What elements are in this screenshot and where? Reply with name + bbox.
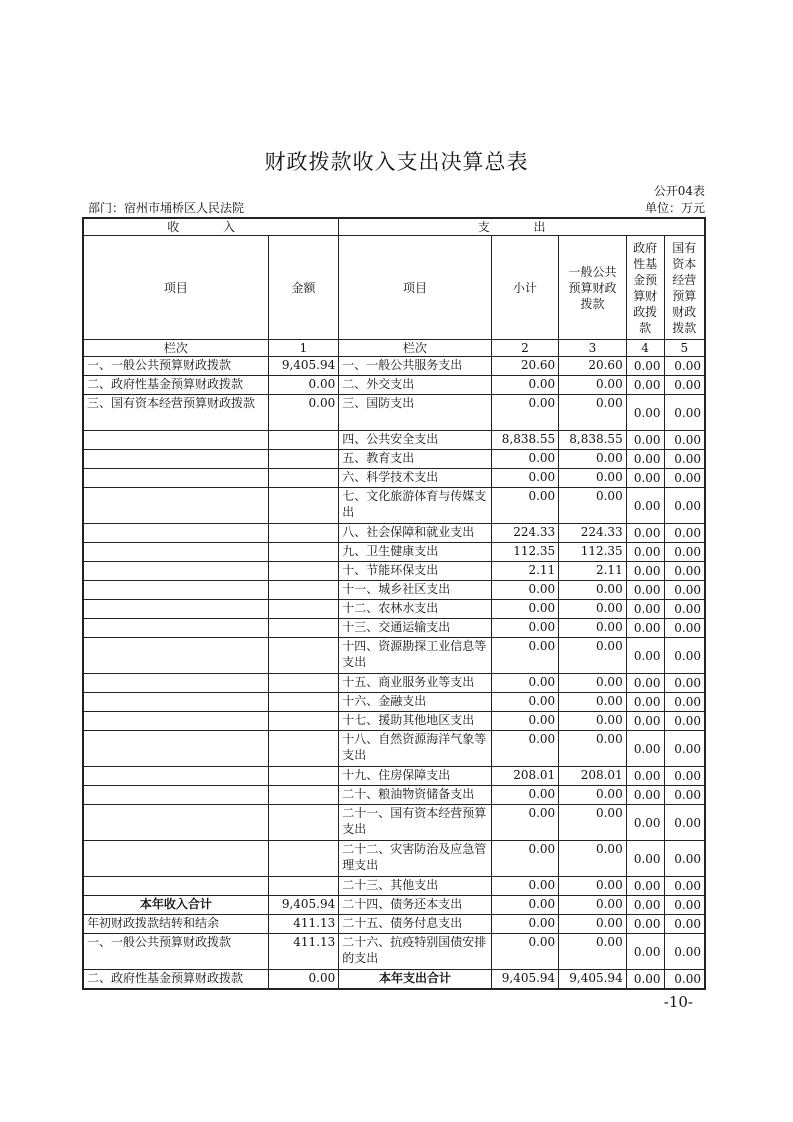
subtotal-cell: 0.00 (491, 674, 559, 693)
expense-item-cell: 九、卫生健康支出 (339, 543, 491, 562)
expense-item-cell: 五、教育支出 (339, 450, 491, 469)
expense-item-cell: 八、社会保障和就业支出 (339, 524, 491, 543)
expense-item-cell: 七、文化旅游体育与传媒支出 (339, 488, 491, 524)
general-budget-cell: 0.00 (559, 674, 627, 693)
subtotal-header: 小计 (491, 236, 559, 340)
subtotal-cell: 0.00 (491, 600, 559, 619)
gov-fund-cell: 0.00 (626, 805, 664, 841)
state-capital-cell: 0.00 (664, 970, 705, 989)
table-row (83, 915, 705, 934)
expense-item-cell: 二十一、国有资本经营预算支出 (339, 805, 491, 841)
subtotal-cell: 0.00 (491, 488, 559, 524)
table-row (83, 469, 705, 488)
income-amount-cell (268, 600, 339, 619)
subtotal-cell: 20.60 (491, 357, 559, 376)
page-title: 财政拨款收入支出决算总表 (264, 150, 529, 174)
subtotal-cell: 0.00 (491, 619, 559, 638)
state-capital-cell: 0.00 (664, 693, 705, 712)
table-row (83, 600, 705, 619)
income-amount-cell (268, 805, 339, 841)
income-amount-cell: 0.00 (268, 970, 339, 989)
income-amount-cell (268, 469, 339, 488)
income-amount-cell (268, 581, 339, 600)
income-item-cell (83, 638, 268, 674)
general-budget-cell: 0.00 (559, 786, 627, 805)
subtotal-cell: 112.35 (491, 543, 559, 562)
income-item-header: 项目 (83, 236, 268, 340)
gov-fund-cell: 0.00 (626, 619, 664, 638)
general-budget-cell: 0.00 (559, 731, 627, 767)
income-amount-cell (268, 619, 339, 638)
gov-fund-cell: 0.00 (626, 562, 664, 581)
income-amount-cell (268, 638, 339, 674)
income-amount-cell (268, 712, 339, 731)
state-capital-cell: 0.00 (664, 469, 705, 488)
table-row (83, 786, 705, 805)
general-budget-cell: 20.60 (559, 357, 627, 376)
state-capital-cell: 0.00 (664, 712, 705, 731)
table-row (83, 395, 705, 431)
subtotal-cell: 0.00 (491, 731, 559, 767)
income-amount-header: 金额 (268, 236, 339, 340)
expense-section-header: 支 出 (339, 218, 705, 236)
gov-fund-cell: 0.00 (626, 581, 664, 600)
expense-item-cell: 二十五、债务付息支出 (339, 915, 491, 934)
expense-item-cell: 十七、援助其他地区支出 (339, 712, 491, 731)
general-budget-cell: 0.00 (559, 395, 627, 431)
income-amount-cell: 0.00 (268, 376, 339, 395)
table-row (83, 524, 705, 543)
gov-fund-cell: 0.00 (626, 524, 664, 543)
expense-item-cell: 二十三、其他支出 (339, 877, 491, 896)
state-capital-cell: 0.00 (664, 357, 705, 376)
expense-item-cell: 一、一般公共服务支出 (339, 357, 491, 376)
state-capital-cell: 0.00 (664, 524, 705, 543)
gov-fund-cell: 0.00 (626, 731, 664, 767)
general-budget-cell: 8,838.55 (559, 431, 627, 450)
table-row (83, 767, 705, 786)
gov-fund-cell: 0.00 (626, 896, 664, 915)
income-item-cell (83, 600, 268, 619)
general-budget-cell: 0.00 (559, 376, 627, 395)
budget-table (82, 217, 706, 990)
income-item-cell (83, 469, 268, 488)
income-item-cell (83, 674, 268, 693)
income-item-cell (83, 767, 268, 786)
general-budget-cell: 0.00 (559, 450, 627, 469)
state-capital-cell: 0.00 (664, 581, 705, 600)
state-capital-cell: 0.00 (664, 376, 705, 395)
expense-item-cell: 二十二、灾害防治及应急管理支出 (339, 841, 491, 877)
income-amount-cell: 411.13 (268, 934, 339, 970)
subtotal-cell: 0.00 (491, 376, 559, 395)
expense-item-cell: 六、科学技术支出 (339, 469, 491, 488)
state-capital-cell: 0.00 (664, 805, 705, 841)
income-item-cell (83, 562, 268, 581)
income-amount-cell (268, 693, 339, 712)
department-label: 部门：宿州市埇桥区人民法院 (88, 201, 245, 215)
income-item-cell (83, 450, 268, 469)
income-amount-cell (268, 767, 339, 786)
subtotal-cell: 0.00 (491, 581, 559, 600)
table-row (83, 619, 705, 638)
gov-fund-cell: 0.00 (626, 674, 664, 693)
income-item-cell: 三、国有资本经营预算财政拨款 (83, 395, 268, 431)
gov-fund-cell: 0.00 (626, 841, 664, 877)
general-budget-cell: 112.35 (559, 543, 627, 562)
income-item-cell (83, 543, 268, 562)
income-amount-cell (268, 562, 339, 581)
state-capital-cell: 0.00 (664, 619, 705, 638)
gov-fund-cell: 0.00 (626, 543, 664, 562)
state-capital-cell: 0.00 (664, 431, 705, 450)
state-capital-cell: 0.00 (664, 934, 705, 970)
state-capital-cell: 0.00 (664, 543, 705, 562)
general-budget-cell: 0.00 (559, 934, 627, 970)
table-row (83, 841, 705, 877)
table-row (83, 488, 705, 524)
subtotal-cell: 0.00 (491, 638, 559, 674)
gov-fund-header: 政府性基金预算财政拨款 (626, 236, 664, 340)
income-item-cell (83, 619, 268, 638)
income-item-cell (83, 877, 268, 896)
table-row (83, 543, 705, 562)
income-amount-cell: 411.13 (268, 915, 339, 934)
general-budget-cell: 0.00 (559, 841, 627, 877)
table-row (83, 376, 705, 395)
income-item-cell (83, 786, 268, 805)
income-amount-cell: 9,405.94 (268, 896, 339, 915)
expense-item-cell: 十、节能环保支出 (339, 562, 491, 581)
income-item-cell (83, 524, 268, 543)
state-capital-cell: 0.00 (664, 731, 705, 767)
gov-fund-cell: 0.00 (626, 934, 664, 970)
gov-fund-cell: 0.00 (626, 357, 664, 376)
table-row (83, 731, 705, 767)
subtotal-cell: 0.00 (491, 805, 559, 841)
general-budget-cell: 0.00 (559, 600, 627, 619)
page-number: -10- (663, 993, 693, 1011)
form-code: 公开04表 (653, 184, 705, 198)
income-item-cell: 一、一般公共预算财政拨款 (83, 357, 268, 376)
subtotal-cell: 0.00 (491, 877, 559, 896)
gov-fund-cell: 0.00 (626, 638, 664, 674)
table-row (83, 450, 705, 469)
subtotal-cell: 8,838.55 (491, 431, 559, 450)
expense-item-cell: 十六、金融支出 (339, 693, 491, 712)
income-amount-cell: 9,405.94 (268, 357, 339, 376)
subtotal-cell: 0.00 (491, 786, 559, 805)
expense-item-cell: 四、公共安全支出 (339, 431, 491, 450)
general-budget-header: 一般公共预算财政拨款 (559, 236, 627, 340)
col-5-label: 5 (664, 340, 705, 357)
general-budget-cell: 9,405.94 (559, 970, 627, 989)
expense-item-cell: 二十、粮油物资储备支出 (339, 786, 491, 805)
subtotal-cell: 0.00 (491, 395, 559, 431)
table-row (83, 562, 705, 581)
table-row (83, 581, 705, 600)
table-row (83, 674, 705, 693)
expense-item-cell: 十九、住房保障支出 (339, 767, 491, 786)
general-budget-cell: 0.00 (559, 581, 627, 600)
income-row-label: 栏次 (83, 340, 268, 357)
table-row (83, 638, 705, 674)
table-row (83, 877, 705, 896)
table-row (83, 896, 705, 915)
state-capital-cell: 0.00 (664, 395, 705, 431)
gov-fund-cell: 0.00 (626, 488, 664, 524)
gov-fund-cell: 0.00 (626, 767, 664, 786)
gov-fund-cell: 0.00 (626, 970, 664, 989)
table-row (83, 712, 705, 731)
income-amount-cell (268, 674, 339, 693)
subtotal-cell: 224.33 (491, 524, 559, 543)
gov-fund-cell: 0.00 (626, 600, 664, 619)
income-item-cell (83, 841, 268, 877)
income-amount-cell (268, 877, 339, 896)
general-budget-cell: 0.00 (559, 805, 627, 841)
state-capital-cell: 0.00 (664, 767, 705, 786)
table-row (83, 805, 705, 841)
income-item-cell: 二、政府性基金预算财政拨款 (83, 376, 268, 395)
subtotal-cell: 0.00 (491, 934, 559, 970)
table-row (83, 357, 705, 376)
general-budget-cell: 0.00 (559, 877, 627, 896)
general-budget-cell: 224.33 (559, 524, 627, 543)
state-capital-cell: 0.00 (664, 488, 705, 524)
income-amount-cell: 0.00 (268, 395, 339, 431)
gov-fund-cell: 0.00 (626, 693, 664, 712)
gov-fund-cell: 0.00 (626, 469, 664, 488)
expense-item-cell: 二、外交支出 (339, 376, 491, 395)
general-budget-cell: 0.00 (559, 896, 627, 915)
expense-item-header: 项目 (339, 236, 491, 340)
income-amount-cell (268, 450, 339, 469)
gov-fund-cell: 0.00 (626, 376, 664, 395)
subtotal-cell: 0.00 (491, 896, 559, 915)
gov-fund-cell: 0.00 (626, 712, 664, 731)
general-budget-cell: 208.01 (559, 767, 627, 786)
income-item-cell (83, 712, 268, 731)
gov-fund-cell: 0.00 (626, 450, 664, 469)
income-item-cell: 一、一般公共预算财政拨款 (83, 934, 268, 970)
income-item-cell: 年初财政拨款结转和结余 (83, 915, 268, 934)
unit-label: 单位：万元 (644, 201, 705, 215)
income-section-header: 收 入 (83, 218, 339, 236)
general-budget-cell: 0.00 (559, 488, 627, 524)
income-amount-cell (268, 524, 339, 543)
subtotal-cell: 0.00 (491, 915, 559, 934)
state-capital-cell: 0.00 (664, 600, 705, 619)
general-budget-cell: 2.11 (559, 562, 627, 581)
income-item-cell: 二、政府性基金预算财政拨款 (83, 970, 268, 989)
state-capital-cell: 0.00 (664, 915, 705, 934)
general-budget-cell: 0.00 (559, 638, 627, 674)
income-item-cell (83, 488, 268, 524)
expense-item-cell: 三、国防支出 (339, 395, 491, 431)
subtotal-cell: 0.00 (491, 469, 559, 488)
income-item-cell (83, 693, 268, 712)
subtotal-cell: 2.11 (491, 562, 559, 581)
general-budget-cell: 0.00 (559, 693, 627, 712)
subtotal-cell: 208.01 (491, 767, 559, 786)
expense-item-cell: 十三、交通运输支出 (339, 619, 491, 638)
col-2-label: 2 (491, 340, 559, 357)
gov-fund-cell: 0.00 (626, 915, 664, 934)
income-item-cell (83, 805, 268, 841)
general-budget-cell: 0.00 (559, 469, 627, 488)
general-budget-cell: 0.00 (559, 915, 627, 934)
income-item-cell (83, 581, 268, 600)
subtotal-cell: 0.00 (491, 693, 559, 712)
state-capital-cell: 0.00 (664, 638, 705, 674)
expense-item-cell: 十五、商业服务业等支出 (339, 674, 491, 693)
expense-item-cell: 十四、资源勘探工业信息等支出 (339, 638, 491, 674)
expense-item-cell: 十二、农林水支出 (339, 600, 491, 619)
subtotal-cell: 0.00 (491, 450, 559, 469)
expense-item-cell: 十一、城乡社区支出 (339, 581, 491, 600)
gov-fund-cell: 0.00 (626, 877, 664, 896)
state-capital-cell: 0.00 (664, 562, 705, 581)
expense-item-cell: 十八、自然资源海洋气象等支出 (339, 731, 491, 767)
income-item-cell: 本年收入合计 (83, 896, 268, 915)
subtotal-cell: 0.00 (491, 841, 559, 877)
col-4-label: 4 (626, 340, 664, 357)
income-item-cell (83, 431, 268, 450)
state-capital-header: 国有资本经营预算财政拨款 (664, 236, 705, 340)
state-capital-cell: 0.00 (664, 450, 705, 469)
table-row (83, 934, 705, 970)
col-1-label: 1 (268, 340, 339, 357)
gov-fund-cell: 0.00 (626, 431, 664, 450)
income-amount-cell (268, 431, 339, 450)
state-capital-cell: 0.00 (664, 841, 705, 877)
subtotal-cell: 9,405.94 (491, 970, 559, 989)
general-budget-cell: 0.00 (559, 712, 627, 731)
gov-fund-cell: 0.00 (626, 786, 664, 805)
expense-item-cell: 本年支出合计 (339, 970, 491, 989)
income-item-cell (83, 731, 268, 767)
income-amount-cell (268, 488, 339, 524)
gov-fund-cell: 0.00 (626, 395, 664, 431)
state-capital-cell: 0.00 (664, 896, 705, 915)
state-capital-cell: 0.00 (664, 674, 705, 693)
expense-item-cell: 二十四、债务还本支出 (339, 896, 491, 915)
col-3-label: 3 (559, 340, 627, 357)
table-row (83, 970, 705, 989)
subtotal-cell: 0.00 (491, 712, 559, 731)
state-capital-cell: 0.00 (664, 786, 705, 805)
table-row (83, 693, 705, 712)
income-amount-cell (268, 543, 339, 562)
expense-item-cell: 二十六、抗疫特别国债安排的支出 (339, 934, 491, 970)
income-amount-cell (268, 841, 339, 877)
table-row (83, 431, 705, 450)
general-budget-cell: 0.00 (559, 619, 627, 638)
state-capital-cell: 0.00 (664, 877, 705, 896)
expense-row-label: 栏次 (339, 340, 491, 357)
income-amount-cell (268, 731, 339, 767)
income-amount-cell (268, 786, 339, 805)
